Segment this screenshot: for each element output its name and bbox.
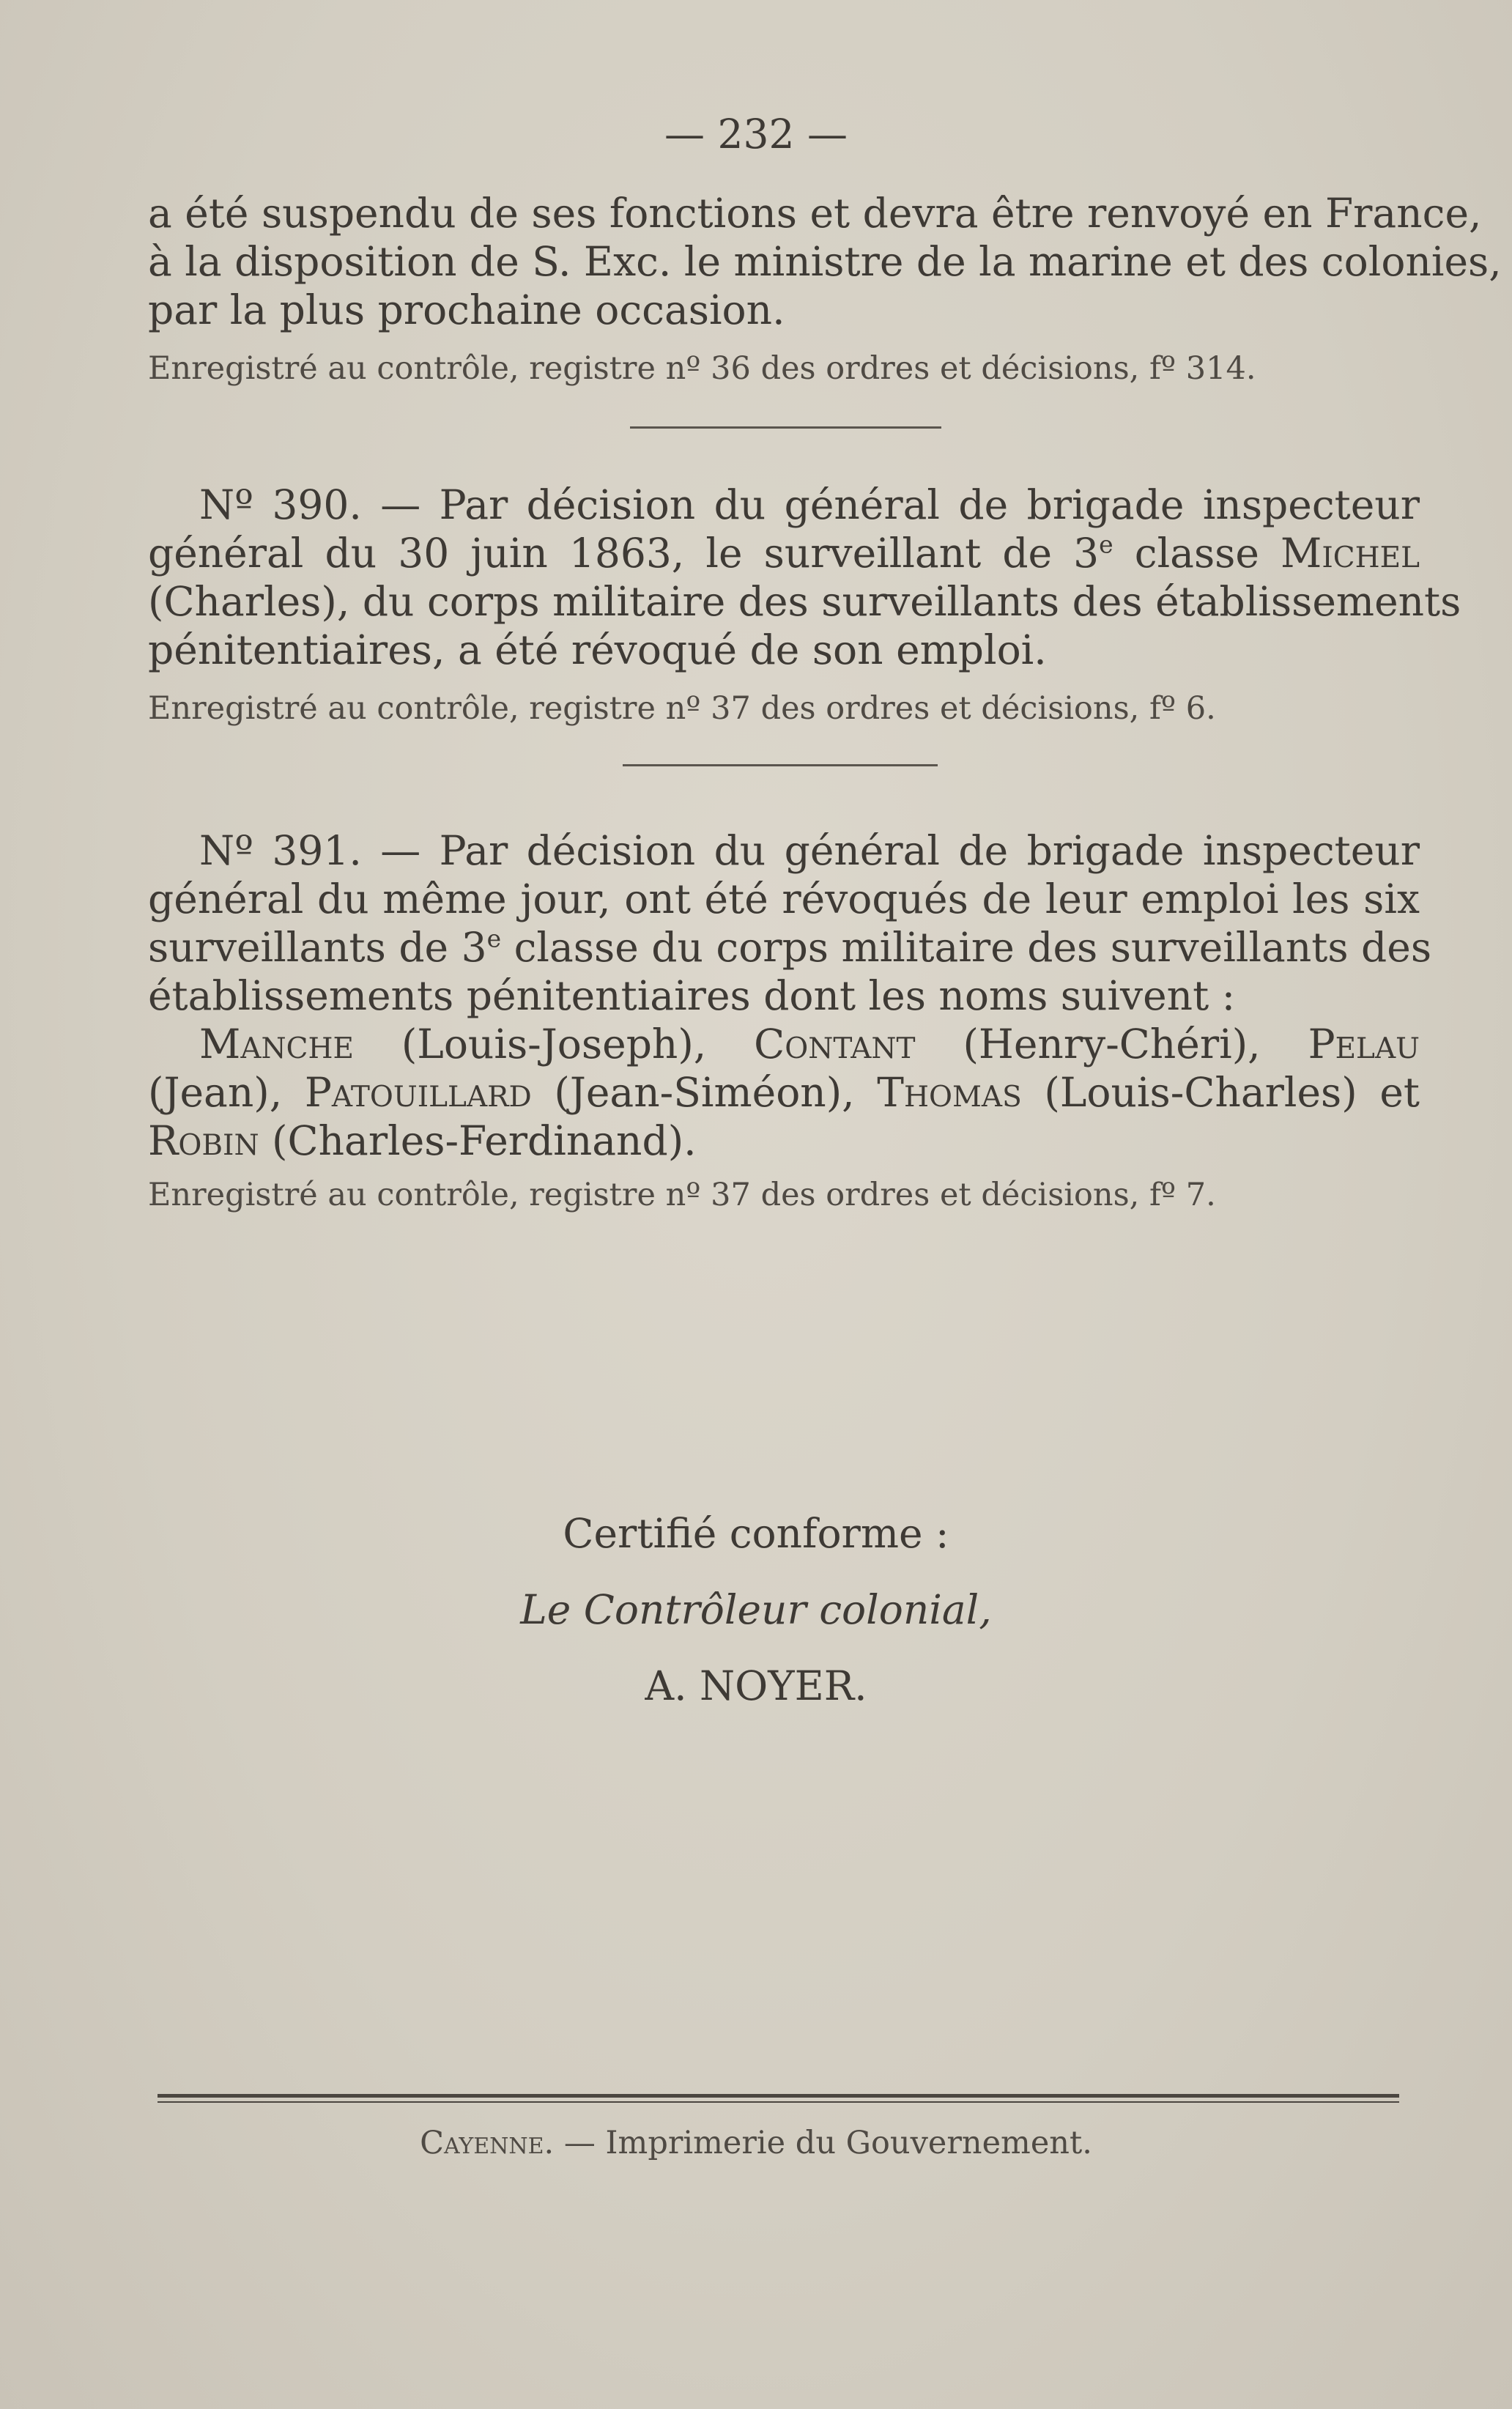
entry-390-line-3: (Charles), du corps militaire des surveillants des établissements <box>148 578 1461 625</box>
name-thomas: Thomas <box>877 1069 1022 1116</box>
entry-391-line-4: établissements pénitentiaires dont les noms suivent : <box>148 972 1236 1019</box>
section-divider <box>623 764 938 766</box>
register-note-314: Enregistré au contrôle, registre nº 36 des ordres et décisions, fº 314. <box>148 350 1256 387</box>
register-note-6: Enregistré au contrôle, registre nº 37 des ordres et décisions, fº 6. <box>148 690 1216 727</box>
name-manche: Manche <box>199 1021 354 1067</box>
signature-name: A. NOYER. <box>645 1662 867 1709</box>
continuation-line-1: a été suspendu de ses fonctions et devra être renvoyé en France, <box>148 190 1482 237</box>
entry-391-names-line-1: Manche (Louis-Joseph), Contant (Henry-Chéri), Pelau <box>199 1021 1420 1067</box>
entry-390-line-4: pénitentiaires, a été révoqué de son emploi. <box>148 626 1047 673</box>
name-contant: Contant <box>754 1021 916 1067</box>
continuation-line-2: à la disposition de S. Exc. le ministre de la marine et des colonies, <box>148 238 1502 285</box>
name-pelau: Pelau <box>1308 1021 1420 1067</box>
register-note-7: Enregistré au contrôle, registre nº 37 des ordres et décisions, fº 7. <box>148 1177 1216 1213</box>
entry-391-names-line-3: Robin (Charles-Ferdinand). <box>148 1117 697 1164</box>
name-michel: Michel <box>1281 530 1420 577</box>
controller-title: Le Contrôleur colonial, <box>520 1586 992 1633</box>
name-patouillard: Patouillard <box>304 1069 532 1116</box>
entry-390-line-1: Nº 390. — Par décision du général de brigade inspecteur <box>199 481 1420 528</box>
page-number: — 232 — <box>664 111 848 158</box>
printer-imprint: Cayenne. — Imprimerie du Gouvernement. <box>420 2125 1092 2161</box>
entry-391-line-1: Nº 391. — Par décision du général de brigade inspecteur <box>199 827 1420 874</box>
continuation-line-3: par la plus prochaine occasion. <box>148 286 785 333</box>
entry-391-line-3: surveillants de 3e classe du corps militaire des surveillants des <box>148 924 1432 971</box>
imprint-city: Cayenne <box>420 2125 544 2161</box>
entry-391-line-2: général du même jour, ont été révoqués de leur emploi les six <box>148 876 1420 922</box>
entry-390-line-2: général du 30 juin 1863, le surveillant de 3e classe Michel <box>148 530 1420 577</box>
name-robin: Robin <box>148 1117 259 1164</box>
section-divider <box>630 426 941 429</box>
certification-line: Certifié conforme : <box>563 1510 949 1557</box>
footer-rule-thin <box>158 2101 1399 2103</box>
footer-rule <box>158 2094 1399 2098</box>
entry-391-names-line-2: (Jean), Patouillard (Jean-Siméon), Thomas (Louis-Charles) et <box>148 1069 1420 1116</box>
